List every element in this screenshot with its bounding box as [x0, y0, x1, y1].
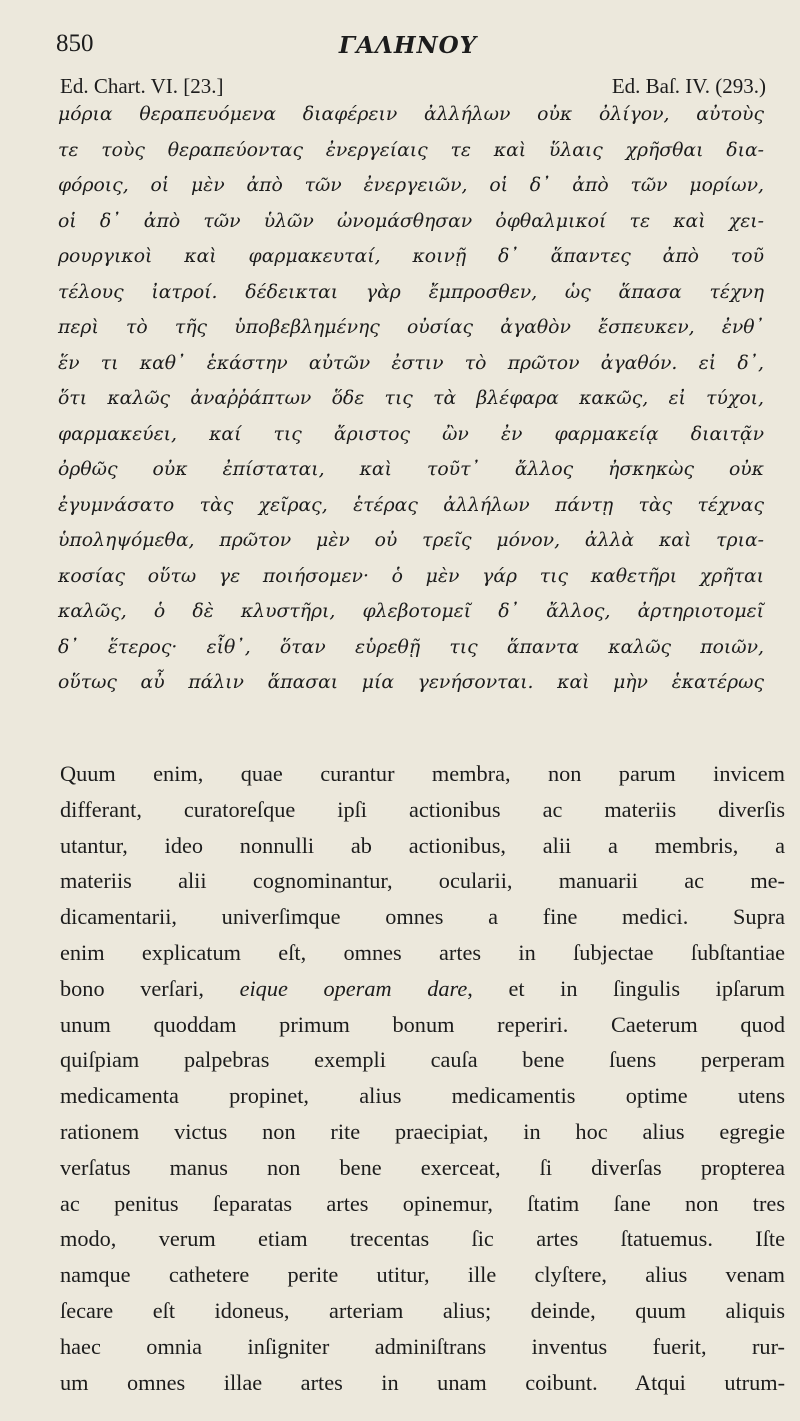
page-number: 850 [56, 30, 94, 57]
latin-text-line [60, 1078, 785, 1114]
greek-text-line: τε τοὺς θεραπεύοντας ἐνεργείαις τε καὶ ὕλαις χρῆσθαι δια- [58, 139, 764, 161]
greek-text-line: ὀρθῶς οὐκ ἐπίσταται, καὶ τοῦτ᾽ ἄλλος ἠσκηκὼς οὐκ [58, 459, 764, 480]
latin-text-line [60, 935, 785, 971]
latin-text-line [60, 899, 785, 935]
latin-text-line [60, 1042, 785, 1078]
latin-text-segment: ac penitus ſeparatas artes opinemur, ſtatim ſane non tres [60, 1190, 785, 1216]
edition-reference-basel: Ed. Baſ. IV. (293.) [611, 74, 766, 98]
latin-text-segment: modo, verum etiam trecentas ſic artes ſtatuemus. Iſte [60, 1226, 785, 1252]
latin-text-line [60, 1221, 785, 1257]
running-title: ΓΑΛΗΝΟΥ [338, 32, 478, 59]
latin-text-segment: namque cathetere perite utitur, ille clyſtere, alius venam [60, 1262, 785, 1288]
latin-text-line [60, 1150, 785, 1186]
greek-text-line: δ᾽ ἕτερος· εἶθ᾽, ὅταν εὑρεθῇ τις ἅπαντα καλῶς ποιῶν, [58, 636, 764, 658]
latin-text-line [60, 1365, 785, 1401]
edition-reference-chartier: Ed. Chart. VI. [23.] [60, 74, 224, 98]
greek-text-line: ὅτι καλῶς ἀναῤῥάπτων ὅδε τις τὰ βλέφαρα κακῶς, εἰ τύχοι, [58, 388, 764, 409]
latin-translation-block [60, 756, 785, 1400]
greek-text-line: οὕτως αὖ πάλιν ἅπασαι μία γενήσονται. καὶ μὴν ἑκατέρως [58, 672, 764, 693]
latin-text-line [60, 1329, 785, 1365]
greek-text-line: κοσίας οὕτω γε ποιήσομεν· ὁ μὲν γάρ τις καθετῆρι χρῆται [58, 565, 764, 587]
latin-text-line [60, 756, 785, 792]
latin-text-segment: unum quoddam primum bonum reperiri. Caeterum quod [60, 1011, 785, 1037]
latin-text-line [60, 1114, 785, 1150]
latin-text-segment: rationem victus non rite praecipiat, in hoc alius egregie [60, 1118, 785, 1144]
greek-text-line: τέλους ἰατροί. δέδεικται γὰρ ἔμπροσθεν, ὡς ἅπασα τέχνη [58, 281, 764, 303]
latin-text-segment: , et in ſingulis ipſarum [467, 975, 786, 1001]
greek-text-line: καλῶς, ὁ δὲ κλυστῆρι, φλεβοτομεῖ δ᾽ ἄλλος, ἀρτηριοτομεῖ [58, 601, 764, 622]
greek-text-block [58, 97, 764, 701]
latin-text-segment: dicamentarii, univerſimque omnes a fine medici. Supra [60, 904, 785, 930]
latin-text-line [60, 863, 785, 899]
greek-text-line: περὶ τὸ τῆς ὑποβεβλημένης οὐσίας ἀγαθὸν ἔσπευκεν, ἐνθ᾽ [58, 317, 764, 338]
greek-text-line: ἐγυμνάσατο τὰς χεῖρας, ἑτέρας ἀλλήλων πάντῃ τὰς τέχνας [58, 494, 764, 516]
latin-text-segment: differant, curatoreſque ipſi actionibus ac materiis diverſis [60, 796, 785, 822]
greek-text-line: ρουργικοὶ καὶ φαρμακευταί, κοινῇ δ᾽ ἅπαντες ἀπὸ τοῦ [58, 246, 764, 267]
latin-text-segment: enim explicatum eſt, omnes artes in ſubjectae ſubſtantiae [60, 939, 785, 965]
latin-text-segment: um omnes illae artes in unam coibunt. Atqui utrum- [60, 1369, 785, 1395]
latin-text-segment: materiis alii cognominantur, ocularii, manuarii ac me- [60, 868, 785, 894]
latin-text-segment: haec omnia inſigniter adminiſtrans inventus fuerit, rur- [60, 1333, 785, 1359]
latin-text-line [60, 1257, 785, 1293]
running-head [56, 30, 760, 64]
latin-text-segment: ſecare eſt idoneus, arteriam alius; deinde, quum aliquis [60, 1297, 785, 1323]
greek-text-line: μόρια θεραπευόμενα διαφέρειν ἀλλήλων οὐκ ὀλίγον, αὐτοὺς [58, 104, 764, 125]
latin-text-segment: verſatus manus non bene exerceat, ſi diverſas propterea [60, 1154, 785, 1180]
latin-text-line [60, 792, 785, 828]
greek-text-line: φαρμακεύει, καί τις ἄριστος ὢν ἐν φαρμακείᾳ διαιτᾷν [58, 423, 764, 445]
latin-text-segment: medicamenta propinet, alius medicamentis optime utens [60, 1083, 785, 1109]
latin-text-line [60, 828, 785, 864]
latin-text-segment: Quum enim, quae curantur membra, non parum invicem [60, 761, 785, 786]
latin-text-line [60, 1007, 785, 1043]
italic-emphasis: eique operam dare [239, 975, 468, 1001]
greek-text-line: φόροις, οἱ μὲν ἀπὸ τῶν ἐνεργειῶν, οἱ δ᾽ ἀπὸ τῶν μορίων, [58, 175, 764, 196]
greek-text-line: οἱ δ᾽ ἀπὸ τῶν ὑλῶν ὠνομάσθησαν ὀφθαλμικοί τε καὶ χει- [58, 210, 764, 232]
latin-text-line [60, 971, 785, 1007]
latin-text-segment: quiſpiam palpebras exempli cauſa bene ſuens perperam [60, 1047, 785, 1073]
latin-text-segment: utantur, ideo nonnulli ab actionibus, alii a membris, a [60, 832, 785, 858]
greek-text-line: ὑποληψόμεθα, πρῶτον μὲν οὐ τρεῖς μόνον, ἀλλὰ καὶ τρια- [58, 530, 764, 551]
latin-text-line [60, 1293, 785, 1329]
greek-text-line: ἕν τι καθ᾽ ἑκάστην αὐτῶν ἐστιν τὸ πρῶτον ἀγαθόν. εἰ δ᾽, [58, 352, 764, 374]
latin-text-segment: bono verſari, [60, 975, 240, 1001]
latin-text-line [60, 1186, 785, 1222]
